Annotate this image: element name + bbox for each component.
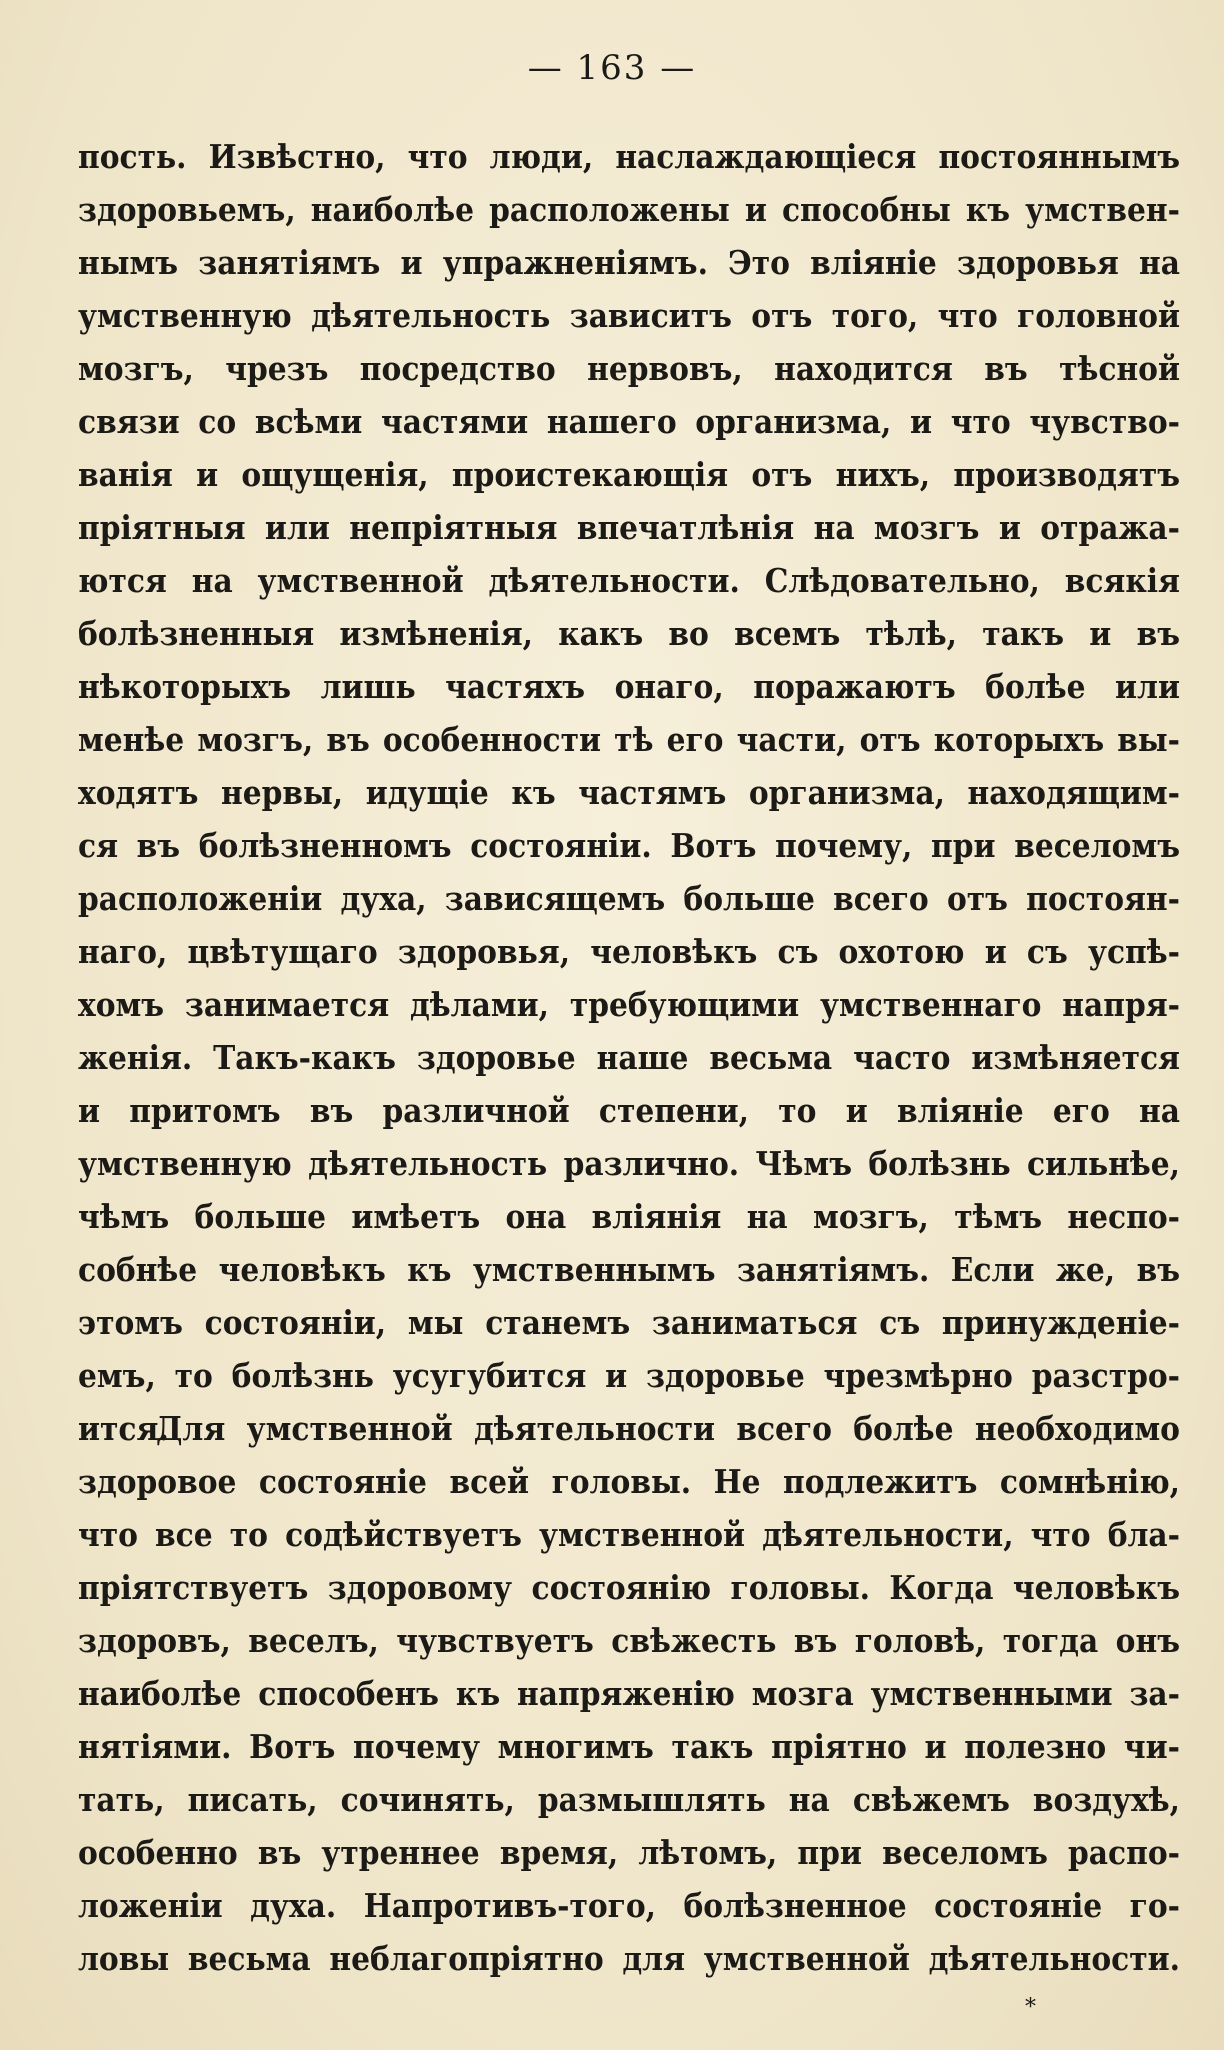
text-line: здоровое состояніе всей головы. Не подлежитъ сомнѣнію, [78, 1462, 1180, 1501]
text-line: емъ, то болѣзнь усугубится и здоровье чрезмѣрно разстро- [78, 1356, 1180, 1395]
text-line: ются на умственной дѣятельности. Слѣдовательно, всякія [78, 561, 1180, 600]
text-line: наго, цвѣтущаго здоровья, человѣкъ съ охотою и съ успѣ- [78, 932, 1180, 971]
text-line: что все то содѣйствуетъ умственной дѣятельности, что бла- [78, 1515, 1180, 1554]
text-line: наиболѣе способенъ къ напряженію мозга умственными за- [78, 1674, 1180, 1713]
text-line: нымъ занятіямъ и упражненіямъ. Это вліяніе здоровья на [78, 243, 1180, 282]
text-line: здоровъ, веселъ, чувствуетъ свѣжесть въ головѣ, тогда онъ [78, 1621, 1180, 1660]
text-line: собнѣе человѣкъ къ умственнымъ занятіямъ. Если же, въ [78, 1250, 1180, 1289]
text-line: ложеніи духа. Напротивъ-того, болѣзненное состояніе го- [78, 1886, 1180, 1925]
text-line: умственную дѣятельность различно. Чѣмъ болѣзнь сильнѣе, [78, 1144, 1180, 1183]
text-line: ходятъ нервы, идущіе къ частямъ организма, находящим- [78, 773, 1180, 812]
text-line: тать, писать, сочинять, размышлять на свѣжемъ воздухѣ, [78, 1780, 1180, 1819]
text-line: умственную дѣятельность зависитъ отъ того, что головной [78, 296, 1180, 335]
text-line: этомъ состояніи, мы станемъ заниматься съ принужденіе- [78, 1303, 1180, 1342]
paragraph-1 [78, 130, 1180, 1455]
text-line: особенно въ утреннее время, лѣтомъ, при веселомъ распо- [78, 1833, 1180, 1872]
text-line: хомъ занимается дѣлами, требующими умственнаго напря- [78, 985, 1180, 1024]
text-line: пріятствуетъ здоровому состоянію головы. Когда человѣкъ [78, 1568, 1180, 1607]
text-line: здоровьемъ, наиболѣе расположены и способны къ умствен- [78, 190, 1180, 229]
page-number: — 163 — [527, 48, 697, 88]
text-line: пріятныя или непріятныя впечатлѣнія на мозгъ и отража- [78, 508, 1180, 547]
text-line: ванія и ощущенія, проистекающія отъ нихъ, производятъ [78, 455, 1180, 494]
paragraph-2 [78, 1402, 1180, 1985]
text-line: нятіями. Вотъ почему многимъ такъ пріятно и полезно чи- [78, 1727, 1180, 1766]
text-line: ся въ болѣзненномъ состояніи. Вотъ почему, при веселомъ [78, 826, 1180, 865]
text-line: нѣкоторыхъ лишь частяхъ онаго, поражаютъ болѣе или [78, 667, 1180, 706]
text-line: менѣе мозгъ, въ особенности тѣ его части, отъ которыхъ вы- [78, 720, 1180, 759]
text-line: болѣзненныя измѣненія, какъ во всемъ тѣлѣ, такъ и въ [78, 614, 1180, 653]
signature-mark: * [1025, 1995, 1036, 2020]
text-line: мозгъ, чрезъ посредство нервовъ, находится въ тѣсной [78, 349, 1180, 388]
text-line: ится. [78, 1409, 169, 1448]
text-line: пость. Извѣстно, что люди, наслаждающіеся постояннымъ [78, 137, 1180, 176]
text-line: связи со всѣми частями нашего организма, и что чувство- [78, 402, 1180, 441]
text-line: и притомъ въ различной степени, то и вліяніе его на [78, 1091, 1180, 1130]
text-line: расположеніи духа, зависящемъ больше всего отъ постоян- [78, 879, 1180, 918]
text-line: ловы весьма неблагопріятно для умственной дѣятельности. [78, 1939, 1180, 1978]
text-line: чѣмъ больше имѣетъ она вліянія на мозгъ, тѣмъ неспо- [78, 1197, 1180, 1236]
text-line: женія. Такъ-какъ здоровье наше весьма часто измѣняется [78, 1038, 1180, 1077]
text-line: Для умственной дѣятельности всего болѣе необходимо [156, 1409, 1180, 1448]
